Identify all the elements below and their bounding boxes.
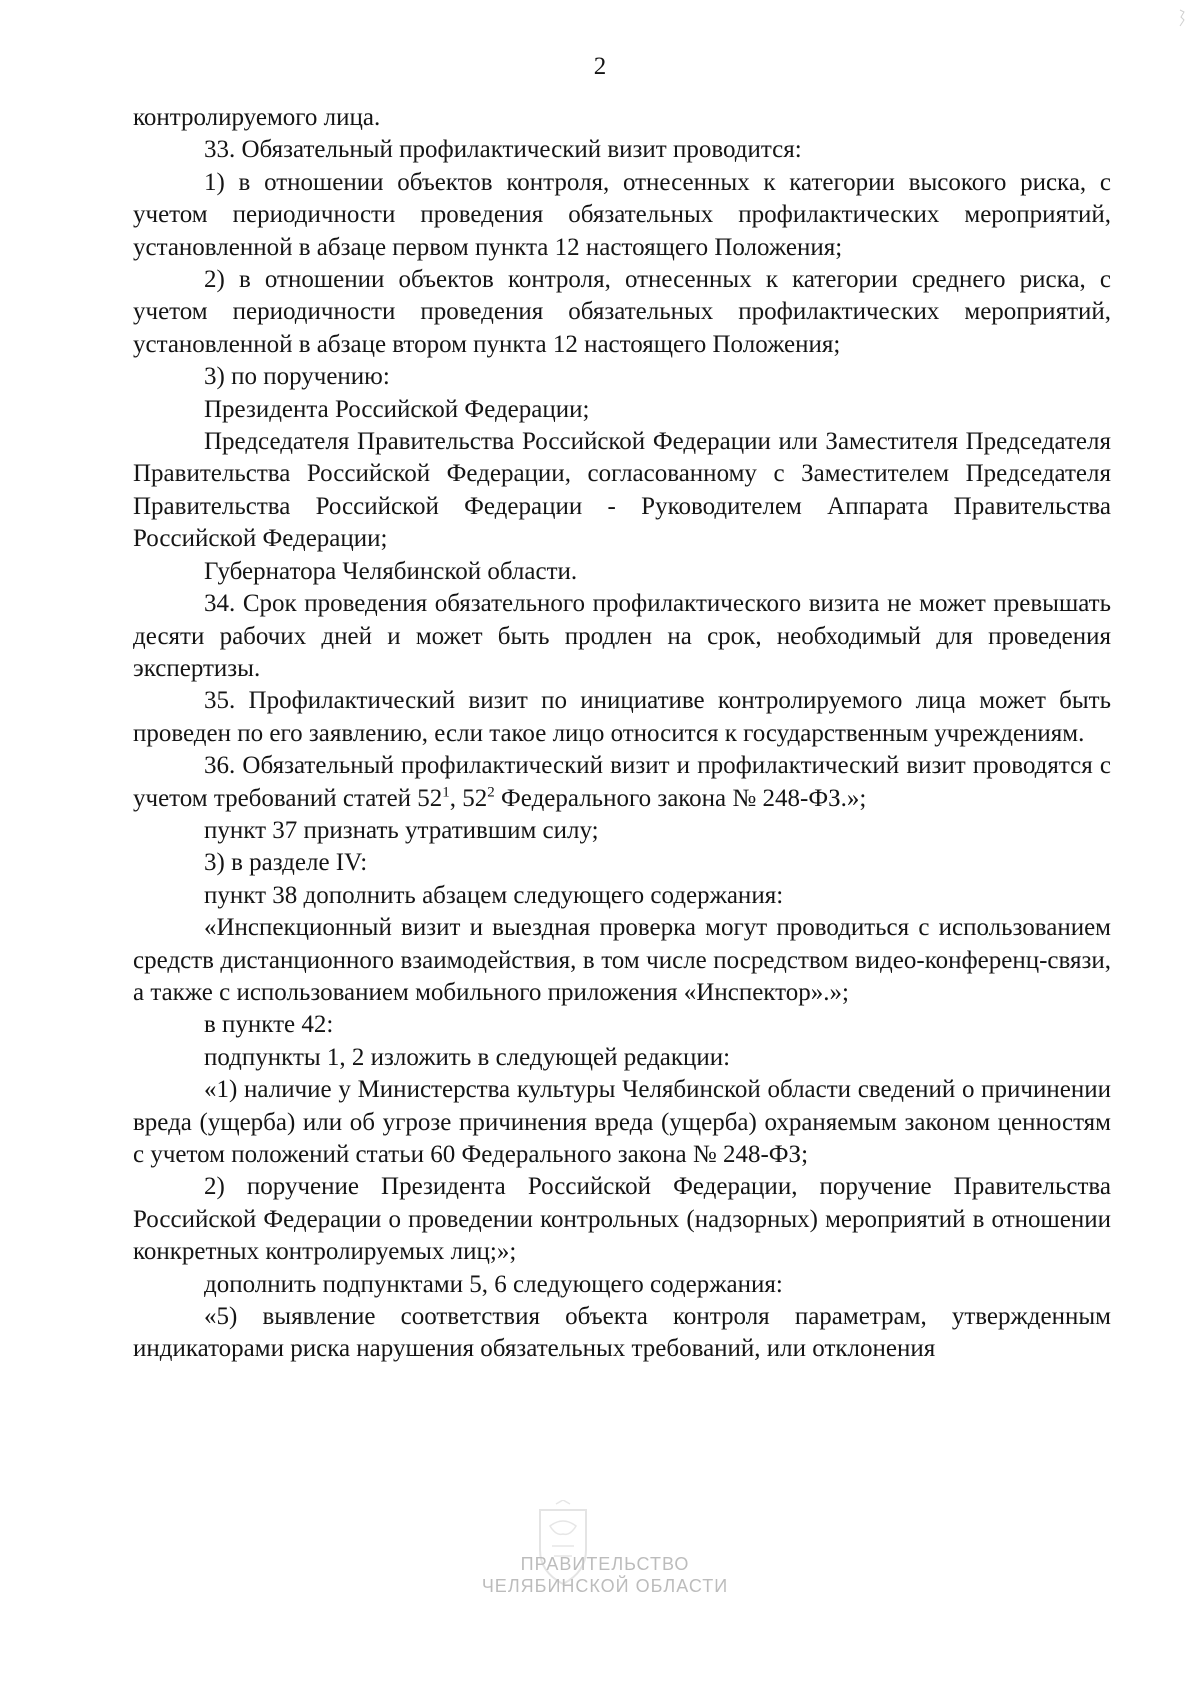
paragraph-36-text: , 52 bbox=[449, 784, 488, 812]
paragraph-36 bbox=[133, 750, 1111, 815]
scan-mark-icon bbox=[1178, 8, 1186, 28]
superscript: 2 bbox=[487, 784, 495, 801]
paragraph: в пункте 42: bbox=[204, 1011, 334, 1039]
paragraph: 3) в разделе IV: bbox=[204, 849, 368, 877]
government-stamp bbox=[440, 1553, 770, 1597]
paragraph: Председателя Правительства Российской Федерации или Заместителя Председателя Правительства Российской Федерации, согласованному с Заместителем Председателя Правительства Российской Федерации - Руководителем Аппарата Правительства Российской Федерации; bbox=[133, 428, 1111, 553]
paragraph: контролируемого лица. bbox=[133, 104, 381, 131]
paragraph-36-text: 36. Обязательный профилактический визит и профилактический визит проводятся с учетом требований статей 52 bbox=[133, 752, 1111, 812]
paragraph: «5) выявление соответствия объекта контроля параметрам, утвержденным индикаторами риска нарушения обязательных требований, или отклонения bbox=[133, 1303, 1111, 1363]
paragraph: 35. Профилактический визит по инициативе контролируемого лица может быть проведен по его заявлению, если такое лицо относится к государственным учреждениям. bbox=[133, 687, 1111, 747]
paragraph: Губернатора Челябинской области. bbox=[204, 557, 578, 585]
page-number: 2 bbox=[593, 53, 607, 80]
paragraph: «1) наличие у Министерства культуры Челябинской области сведений о причинении вреда (ущерба) или об угрозе причинения вреда (ущерба) охраняемым законом ценностям с учетом положений статьи 60 Федерального закона № 248-ФЗ; bbox=[133, 1076, 1111, 1168]
paragraph: 34. Срок проведения обязательного профилактического визита не может превышать десяти рабочих дней и может быть продлен на срок, необходимый для проведения экспертизы. bbox=[133, 590, 1111, 682]
paragraph: пункт 38 дополнить абзацем следующего содержания: bbox=[204, 881, 784, 909]
paragraph: 33. Обязательный профилактический визит проводится: bbox=[204, 136, 802, 164]
paragraph: «Инспекционный визит и выездная проверка могут проводиться с использованием средств дистанционного взаимодействия, в том числе посредством видео-конференц-связи, а также с использованием мобильного приложения «Инспектор».»; bbox=[133, 914, 1111, 1006]
superscript: 1 bbox=[442, 784, 450, 801]
paragraph: пункт 37 признать утратившим силу; bbox=[204, 816, 599, 844]
paragraph: подпункты 1, 2 изложить в следующей редакции: bbox=[204, 1043, 731, 1071]
paragraph-36-text: Федерального закона № 248-ФЗ.»; bbox=[494, 784, 867, 812]
stamp-line: ЧЕЛЯБИНСКОЙ ОБЛАСТИ bbox=[481, 1576, 729, 1596]
paragraph: Президента Российской Федерации; bbox=[204, 395, 590, 423]
paragraph: 1) в отношении объектов контроля, отнесенных к категории высокого риска, с учетом периодичности проведения обязательных профилактических мероприятий, установленной в абзаце первом пункта 12 настоящего Положения; bbox=[133, 168, 1111, 261]
paragraph: 2) поручение Президента Российской Федерации, поручение Правительства Российской Федерации о проведении контрольных (надзорных) мероприятий в отношении конкретных контролируемых лиц;»; bbox=[133, 1173, 1111, 1266]
document-body bbox=[133, 102, 1111, 1366]
stamp-line: ПРАВИТЕЛЬСТВО bbox=[520, 1554, 690, 1574]
paragraph: дополнить подпунктами 5, 6 следующего содержания: bbox=[204, 1270, 783, 1298]
paragraph: 3) по поручению: bbox=[204, 363, 390, 391]
paragraph: 2) в отношении объектов контроля, отнесенных к категории среднего риска, с учетом периодичности проведения обязательных профилактических мероприятий, установленной в абзаце втором пункта 12 настоящего Положения; bbox=[133, 266, 1111, 358]
